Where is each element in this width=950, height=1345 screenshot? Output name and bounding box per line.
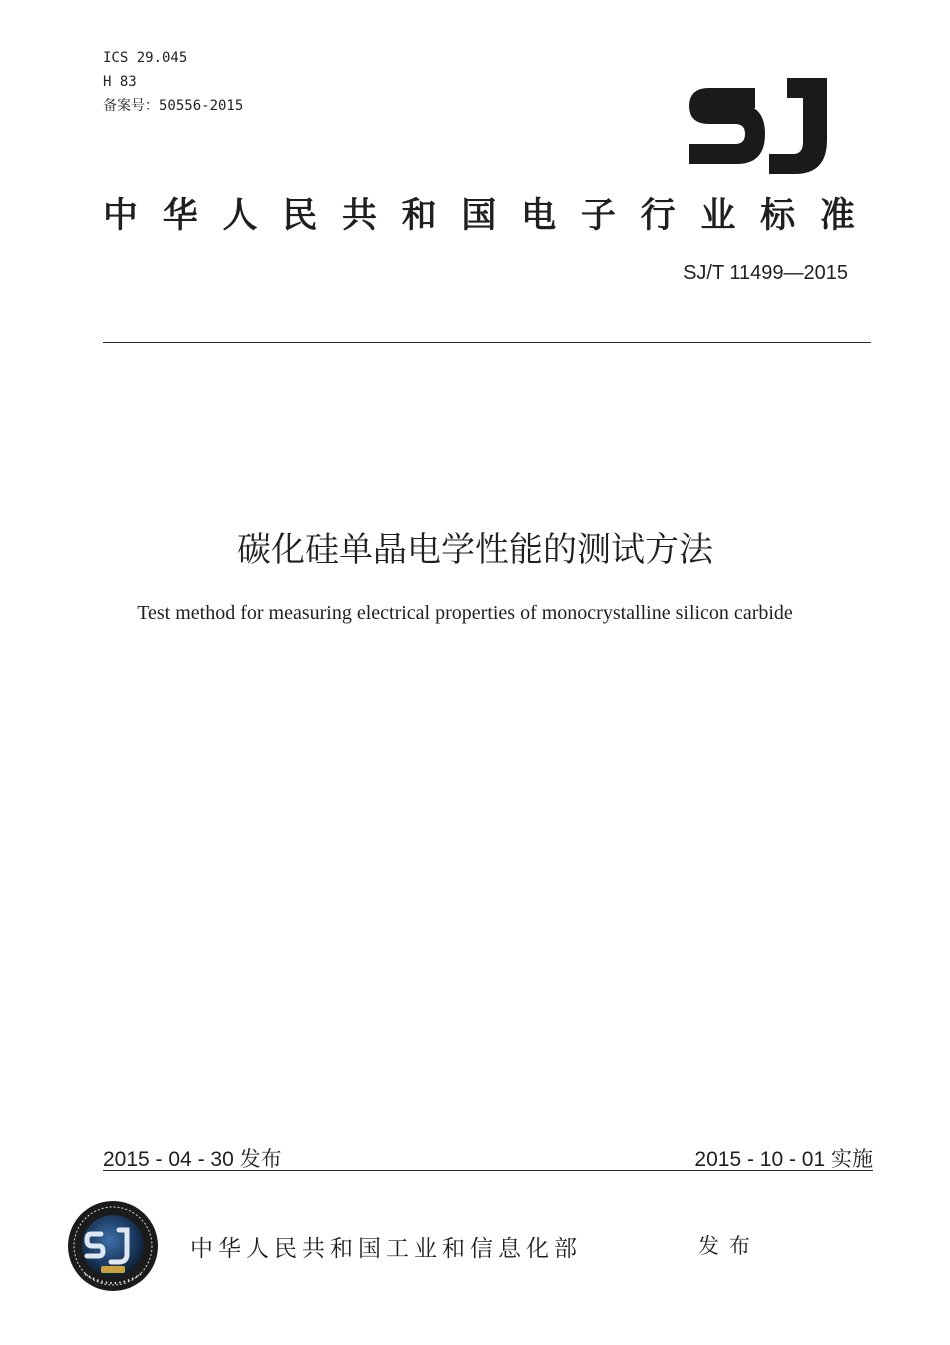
title-char: 人 bbox=[222, 196, 258, 236]
title-char: 共 bbox=[341, 196, 377, 236]
title-char: 准 bbox=[819, 196, 855, 236]
document-title-english: Test method for measuring electrical properties of monocrystalline silicon carbide bbox=[137, 602, 793, 624]
ministry-seal-icon bbox=[67, 1200, 159, 1292]
title-char: 业 bbox=[700, 196, 736, 236]
document-title-chinese: 碳化硅单晶电学性能的测试方法 bbox=[237, 530, 713, 570]
sj-logo bbox=[683, 74, 831, 178]
publish-label: 发布 bbox=[698, 1234, 760, 1258]
publisher-name: 中华人民共和国工业和信息化部 bbox=[190, 1236, 582, 1262]
footer-divider bbox=[103, 1170, 873, 1171]
title-char: 行 bbox=[640, 196, 676, 236]
metadata-block bbox=[103, 46, 243, 118]
title-char: 华 bbox=[162, 196, 198, 236]
title-char: 国 bbox=[461, 196, 497, 236]
standard-code: SJ/T 11499—2015 bbox=[683, 262, 848, 284]
header-divider bbox=[103, 342, 871, 343]
title-char: 子 bbox=[580, 196, 616, 236]
title-char: 和 bbox=[401, 196, 437, 236]
issue-date: 2015 - 04 - 30 发布 bbox=[103, 1148, 282, 1171]
ccs-code: H 83 bbox=[103, 74, 137, 90]
industry-standard-title bbox=[103, 188, 855, 238]
record-number: 备案号：50556-2015 bbox=[103, 98, 244, 114]
title-char: 电 bbox=[521, 196, 557, 236]
title-char: 标 bbox=[760, 196, 796, 236]
implementation-date: 2015 - 10 - 01 实施 bbox=[694, 1148, 873, 1171]
title-char: 中 bbox=[103, 196, 139, 236]
ics-code: ICS 29.045 bbox=[103, 50, 188, 66]
title-char: 民 bbox=[282, 196, 318, 236]
